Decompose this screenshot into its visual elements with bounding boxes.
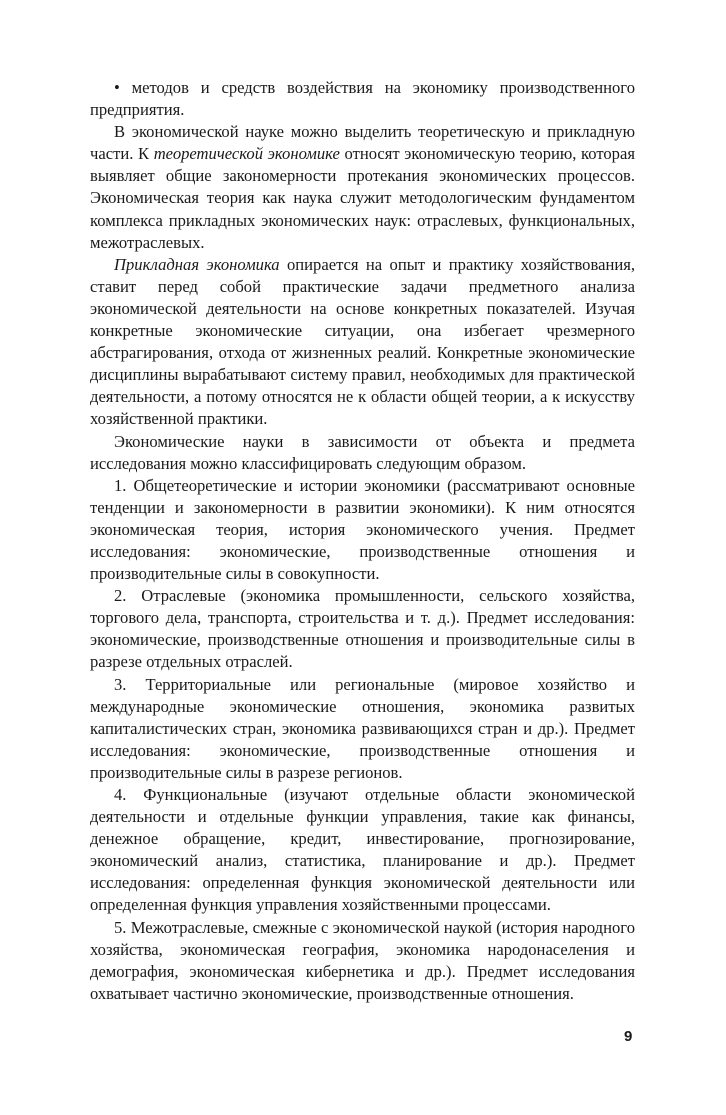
paragraph-classification-intro: Экономические науки в зависимости от объекта и предмета исследования можно классифицировать следующим образом. [90, 431, 635, 473]
list-item: 5. Межотраслевые, смежные с экономической наукой (история народного хозяйства, экономическая география, экономика народонаселения и демография, экономическая кибернетика и др.). Предмет исследования охватывает частично экономические, производственные отношения. [90, 917, 635, 1003]
list-item: 3. Территориальные или региональные (мировое хозяйство и международные экономические отношения, экономика развитых капиталистических стран, экономика развивающихся стран и др.). Предмет исследования: экономические, производственные отношения и производительные силы в разрезе регионов. [90, 674, 635, 782]
emphasis-term: теоретической экономике [153, 144, 340, 164]
paragraph-text: опирается на опыт и практику хозяйствования, ставит перед собой практические задачи предметного анализа экономической деятельности на основе конкретных показателей. Изучая конкретные экономические ситуации, она избегает чрезмерного абстрагирования, отхода от жизненных реалий. Конкретные экономические дисциплины вырабатывают систему правил, необходимых для практической деятельности, а потому относятся не к области общей теории, а к искусству хозяйственной практики. [90, 254, 635, 429]
list-item: 1. Общетеоретические и истории экономики (рассматривают основные тенденции и закономерности в развитии экономики). К ним относятся экономическая теория, история экономического учения. Предмет исследования: экономические, производственные отношения и производительные силы в совокупности. [90, 475, 635, 584]
page-body [90, 77, 635, 1005]
paragraph-text: В экономической науке можно выделить теоретическую и прикладную части. К [90, 122, 635, 164]
paragraph-text: относят экономическую теорию, которая выявляет общие закономерности протекания экономических процессов. Экономическая теория как наука служит методологическим фундаментом комплекса прикладных экономических наук: отраслевых, функциональных, межотраслевых. [90, 144, 635, 252]
paragraph-theoretical-economics [90, 121, 635, 254]
paragraph-applied-economics [90, 254, 635, 431]
emphasis-term: Прикладная экономика [114, 254, 280, 274]
list-item: 2. Отраслевые (экономика промышленности, сельского хозяйства, торгового дела, транспорта, строительства и т. д.). Предмет исследования: экономические, производственные отношения и производительные силы в разрезе отдельных отраслей. [90, 586, 635, 672]
bullet-paragraph: • методов и средств воздействия на экономику производственного предприятия. [90, 78, 635, 120]
list-item: 4. Функциональные (изучают отдельные области экономической деятельности и отдельные функции управления, такие как финансы, денежное обращение, кредит, инвестирование, прогнозирование, экономический анализ, статистика, планирование и др.). Предмет исследования: определенная функция экономической деятельности или определенная функция управления хозяйственными процессами. [90, 785, 635, 915]
page-number: 9 [624, 1028, 633, 1045]
